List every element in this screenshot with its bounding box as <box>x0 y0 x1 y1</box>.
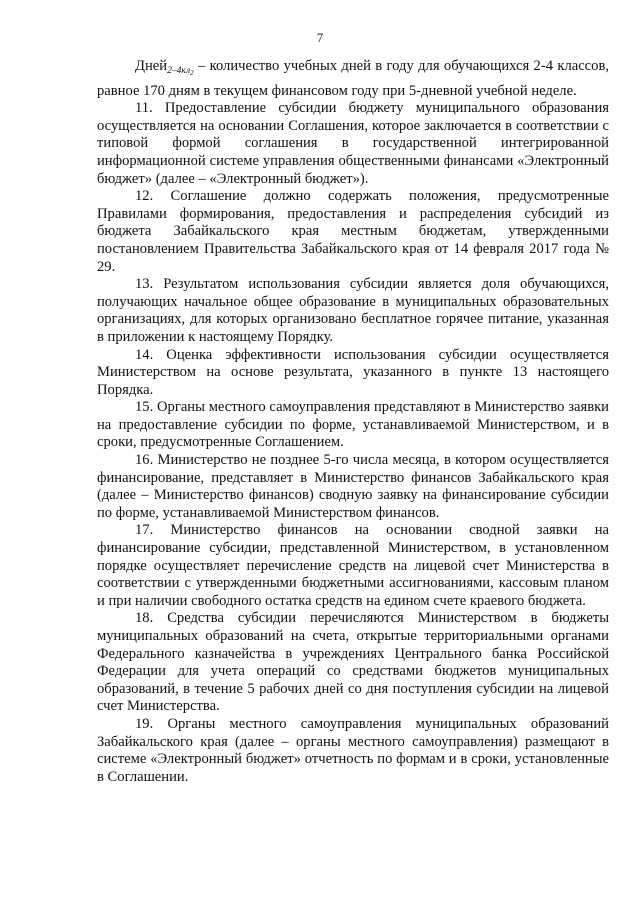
paragraph-12: 12. Соглашение должно содержать положения, предусмотренные Правилами формирования, предоставления и распределения субсидий из бюджета Забайкальского края местным бюджетам, утвержденными постановлением Правительства Забайкальского края от 14 февраля 2017 года № 29. <box>97 188 609 275</box>
paragraph-16: 16. Министерство не позднее 5-го числа месяца, в котором осуществляется финансирование, представляет в Министерство финансов Забайкальского края (далее – Министерство финансов) сводную заявку на финансирование субсидии по форме, устанавливаемой Министерством финансов. <box>97 452 609 521</box>
paragraph-19: 19. Органы местного самоуправления муниципальных образований Забайкальского края (далее – органы местного самоуправления) размещают в системе «Электронный бюджет» отчетность по формам и в сроки, установленные в Соглашении. <box>97 715 609 785</box>
paragraph-17: 17. Министерство финансов на основании сводной заявки на финансирование субсидии, представленной Министерством, в установленном порядке осуществляет перечисление средств на лицевой счет Министерства в соответствии с утвержденными бюджетными ассигнованиями, кассовым планом и при наличии свободного остатка средств на едином счете краевого бюджета. <box>97 522 609 609</box>
paragraph-15: 15. Органы местного самоуправления представляют в Министерство заявки на предоставление субсидии по форме, устанавливаемой Министерством, и в сроки, предусмотренные Соглашением. <box>97 399 609 451</box>
paragraph-18: 18. Средства субсидии перечисляются Министерством в бюджеты муниципальных образований на счета, открытые территориальными органами Федерального казначейства в учреждениях Центрального банка Российской Федерации для учета операций со средствами бюджетов муниципальных образований, в течение 5 рабочих дней со дня поступления субсидии на лицевой счет Министерства. <box>97 610 609 715</box>
page-number: 7 <box>316 30 324 45</box>
paragraph-13: 13. Результатом использования субсидии является доля обучающихся, получающих начальное общее образование в муниципальных образовательных организациях, для которых организовано бесплатное горячее питание, указанная в приложении к настоящему Порядку. <box>97 276 609 345</box>
document-body <box>97 58 609 786</box>
formula-subscript: 2–4кл2 <box>167 66 194 77</box>
paragraph-days-definition <box>97 58 609 100</box>
formula-term <box>135 58 194 77</box>
paragraph-text: – количество учебных дней в году для обучающихся 2-4 классов, равное 170 дням в текущем финансовом году при 5-дневной учебной неделе. <box>97 58 609 99</box>
formula-subscript-index: 2 <box>190 69 194 77</box>
paragraph-11: 11. Предоставление субсидии бюджету муниципального образования осуществляется на основании Соглашения, которое заключается в соответствии с типовой формой соглашения в государственной интегрированной информационной системе управления общественными финансами «Электронный бюджет» (далее – «Электронный бюджет»). <box>97 100 609 187</box>
formula-name: Дней <box>135 58 168 74</box>
paragraph-14: 14. Оценка эффективности использования субсидии осуществляется Министерством на основе результата, указанного в пункте 13 настоящего Порядка. <box>97 346 609 398</box>
